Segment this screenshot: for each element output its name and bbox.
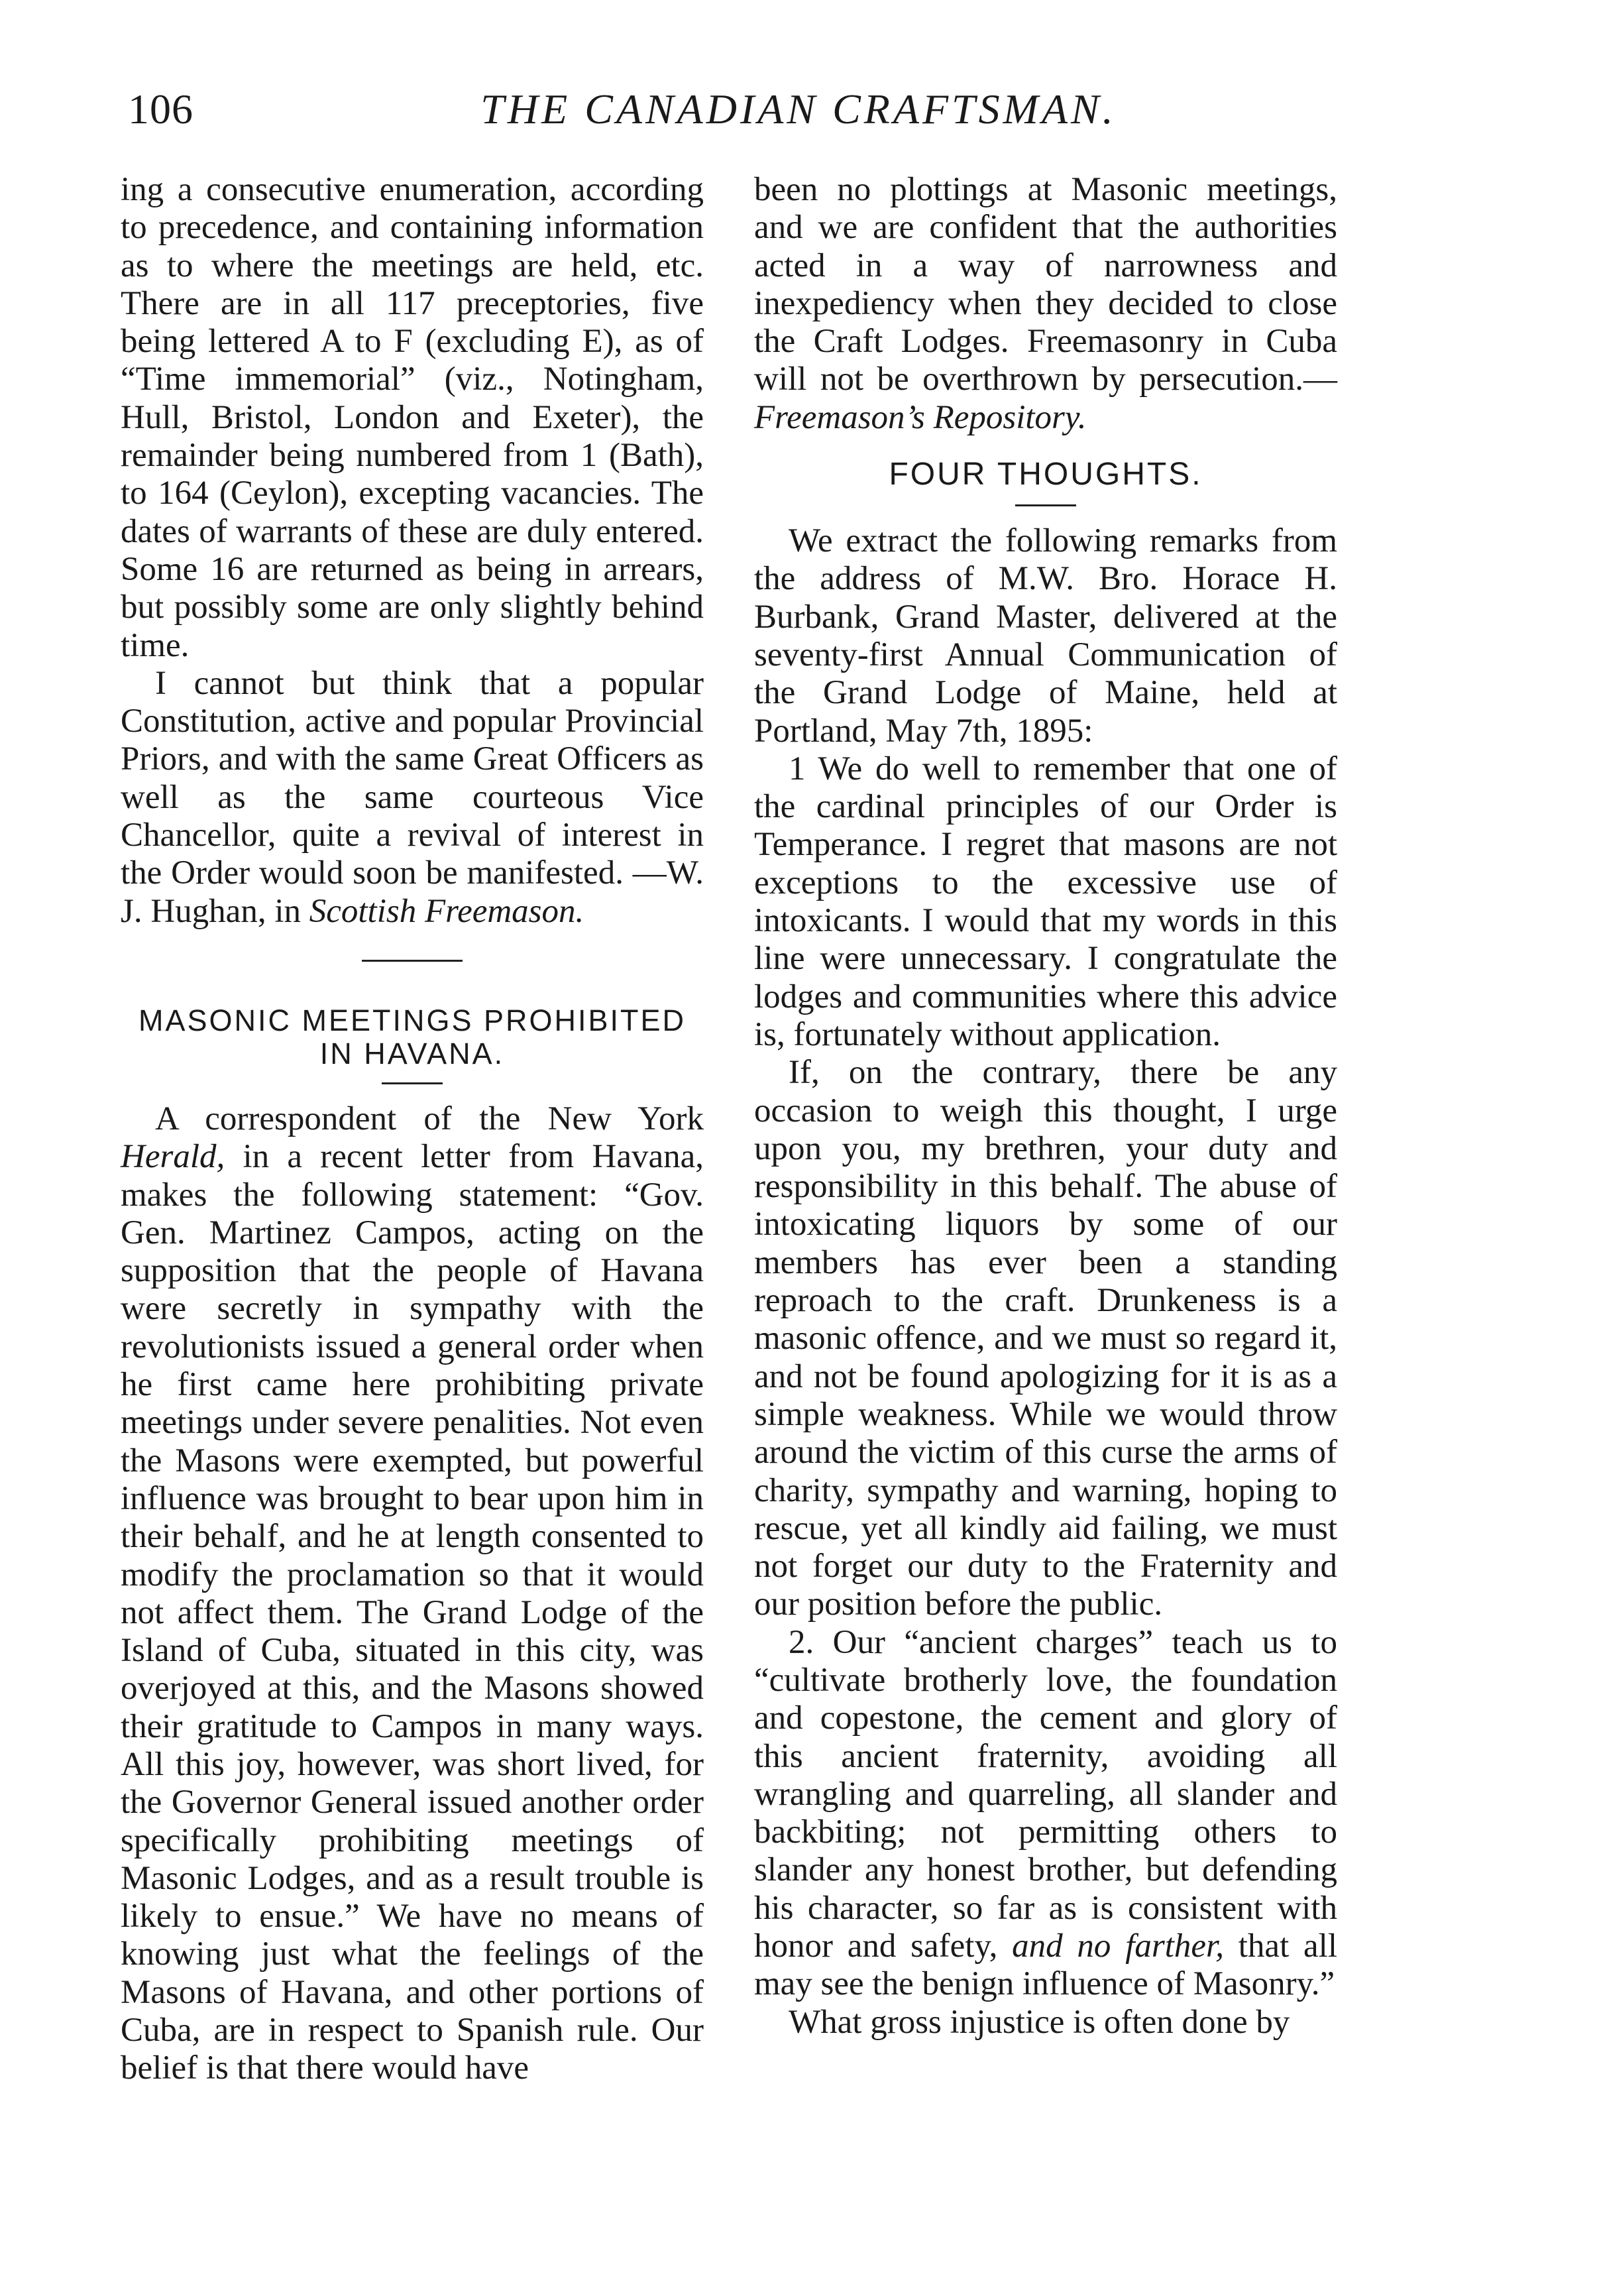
paragraph-havana-lead: A correspondent of the New York <box>155 1100 704 1137</box>
paragraph-ancient-charges-end: that all may see the benign influence of Masonry.” <box>754 1927 1337 2003</box>
page-number: 106 <box>128 86 193 133</box>
article-title-four-thoughts: FOUR THOUGHTS. <box>889 457 1203 492</box>
paragraph-intro: We extract the following remarks from the address of M.W. Bro. Horace H. Burbank, Grand Master, delivered at the seventy-first Annual Communication of the Grand Lodge of Maine, held at Portland, May 7th, 1895: <box>754 522 1337 750</box>
left-column <box>121 171 704 2088</box>
herald-name: Herald, <box>121 1138 225 1176</box>
right-column <box>754 171 1337 2041</box>
paragraph-havana <box>121 1100 704 2088</box>
emphasis-no-farther: and no farther, <box>1012 1927 1224 1965</box>
paragraph-constitution <box>121 665 704 931</box>
paragraph-preceptories: ing a consecutive enumeration, according to precedence, and containing information as to where the meetings are held, etc. There are in all 117 preceptories, five being lettered A to F (excluding E), as of “Time immemorial” (viz., Notingham, Hull, Bristol, London and Exeter), the remainder being numbered from 1 (Bath), to 164 (Ceylon), excepting vacancies. The dates of warrants of these are duly entered. Some 16 are returned as being in arrears, but possibly some are only slightly behind time. <box>121 171 704 664</box>
title-underline <box>1015 504 1076 506</box>
running-head: THE CANADIAN CRAFTSMAN. <box>480 86 1117 133</box>
paragraph-temperance: 1 We do well to remember that one of the cardinal principles of our Order is Temperance. I regret that masons are not exceptions to the excessive use of intoxicants. I would that my words in this line were unnecessary. I congratulate the lodges and communities where this advice is, fortunately without application. <box>754 750 1337 1053</box>
section-divider <box>362 960 463 962</box>
paragraph-ancient-charges-text: 2. Our “ancient charges” teach us to “cultivate brotherly love, the foundation and copestone, the cement and glory of this ancient fraternity, avoiding all wrangling and quarreling, all slander and backbiting; not permitting others to slander any honest brother, but defending his character, so far as is consistent with honor and safety, <box>754 1623 1337 1965</box>
paragraph-persecution-text: been no plottings at Masonic meetings, and we are confident that the authorities acted in a way of narrowness and inexpediency when they decided to close the Craft Lodges. Freemasonry in Cuba will not be overthrown by persecution.— <box>754 171 1337 398</box>
paragraph-ancient-charges <box>754 1624 1337 2004</box>
paragraph-constitution-text: I cannot but think that a popular Constitution, active and popular Provincial Priors, and with the same Great Officers as well as the same courteous Vice Chancellor, quite a revival of interest in the Order would soon be manifested. —W. J. Hughan, in <box>121 664 704 930</box>
source-scottish-freemason: Scottish Freemason. <box>309 892 584 930</box>
paragraph-persecution <box>754 171 1337 437</box>
title-underline <box>382 1082 443 1084</box>
paragraph-intoxicants: If, on the contrary, there be any occasion to weigh this thought, I urge upon you, my brethren, your duty and responsibility in this behalf. The abuse of intoxicating liquors by some of our members has ever been a standing reproach to the craft. Drunkeness is a masonic offence, and we must so regard it, and not be found apologizing for it is as a simple weakness. While we would throw around the victim of this curse the arms of charity, sympathy and warning, hoping to rescue, yet all kindly aid failing, we must not forget our duty to the Fraternity and our position before the public. <box>754 1054 1337 1623</box>
paragraph-injustice: What gross injustice is often done by <box>789 2003 1290 2041</box>
paragraph-havana-body: in a recent letter from Havana, makes the following statement: “Gov. Gen. Martinez Campos, acting on the supposition that the people of Havana were secretly in sympathy with the revolutionists issued a general order when he first came here prohibiting private meetings under severe penalities. Not even the Masons were exempted, but powerful influence was brought to bear upon him in their behalf, and he at length consented to modify the proclamation so that it would not affect them. The Grand Lodge of the Island of Cuba, situated in this city, was overjoyed at this, and the Masons showed their gratitude to Campos in many ways. All this joy, however, was short lived, for the Governor General issued another order specifically prohibiting meetings of Masonic Lodges, and as a result trouble is likely to ensue.” We have no means of knowing just what the feelings of the Masons of Havana, and other portions of Cuba, are in respect to Spanish rule. Our belief is that there would have <box>121 1138 704 2087</box>
source-freemasons-repository: Freemason’s Repository. <box>754 398 1087 436</box>
article-title-masonic-meetings: MASONIC MEETINGS PROHIBITED IN HAVANA. <box>138 1003 687 1070</box>
